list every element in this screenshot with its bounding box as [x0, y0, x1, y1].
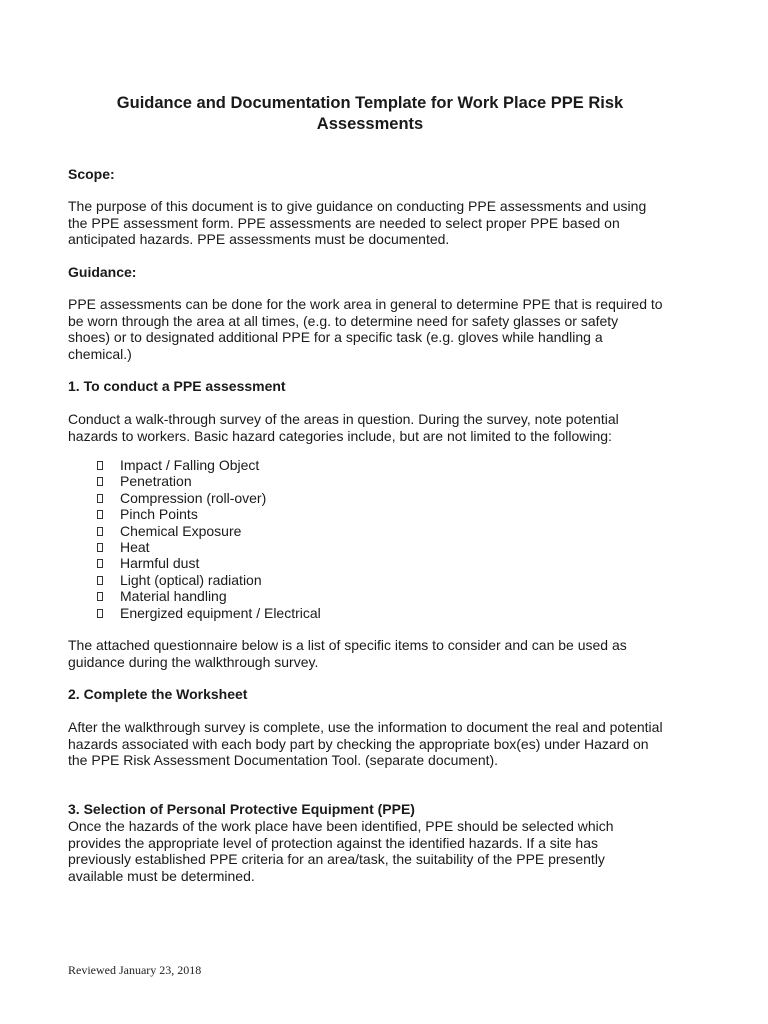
hazard-label: Compression (roll-over) [120, 489, 267, 506]
hazard-label: Pinch Points [120, 506, 198, 523]
hazard-label: Heat [120, 539, 150, 556]
hazard-label: Light (optical) radiation [120, 571, 262, 588]
section-2-line: hazards associated with each body part by checking the appropriate box(es) under Hazard on [68, 735, 649, 752]
bullet-box-icon [97, 461, 103, 470]
scope-heading: Scope: [68, 166, 115, 182]
list-item [96, 539, 321, 555]
hazard-label: Penetration [120, 473, 192, 490]
bullet-box-icon [97, 609, 103, 618]
guidance-line: shoes) or to designated additional PPE for a specific task (e.g. gloves while handling a [68, 329, 603, 345]
bullet-box-icon [97, 527, 103, 536]
section-3-paragraph [68, 818, 668, 884]
document-title-line-1: Guidance and Documentation Template for Work Place PPE Risk [116, 94, 624, 112]
scope-line: the PPE assessment form. PPE assessments are needed to select proper PPE based on [68, 214, 620, 231]
bullet-box-icon [97, 510, 103, 519]
guidance-line: chemical.) [68, 345, 132, 362]
list-item [96, 457, 321, 473]
hazard-label: Chemical Exposure [120, 522, 242, 539]
section-1-intro-line: Conduct a walk-through survey of the areas in question. During the survey, note potential [68, 411, 619, 427]
hazard-label: Energized equipment / Electrical [120, 604, 321, 621]
section-1-after [68, 637, 668, 670]
list-item [96, 555, 321, 571]
bullet-box-icon [97, 576, 103, 585]
scope-line: anticipated hazards. PPE assessments must be documented. [68, 231, 450, 247]
list-item [96, 523, 321, 539]
list-item [96, 490, 321, 506]
bullet-box-icon [97, 494, 103, 503]
guidance-line: PPE assessments can be done for the work area in general to determine PPE that is required to [68, 296, 663, 312]
document-title-line-2: Assessments [316, 115, 424, 133]
hazard-category-list [96, 457, 321, 621]
hazard-label: Material handling [120, 588, 227, 605]
list-item [96, 473, 321, 489]
list-item [96, 506, 321, 522]
list-item [96, 605, 321, 621]
list-item [96, 588, 321, 604]
section-3-line: available must be determined. [68, 867, 255, 884]
section-2-heading: 2. Complete the Worksheet [68, 686, 248, 702]
bullet-box-icon [97, 559, 103, 568]
hazard-label: Impact / Falling Object [120, 457, 260, 473]
section-2-line: After the walkthrough survey is complete, use the information to document the real and potential [68, 719, 663, 735]
section-1-after-line: The attached questionnaire below is a list of specific items to consider and can be used as [68, 637, 627, 653]
scope-paragraph [68, 198, 668, 248]
section-1-intro [68, 411, 668, 444]
section-3-line: previously established PPE criteria for an area/task, the suitability of the PPE presently [68, 851, 605, 867]
hazard-label: Harmful dust [120, 555, 200, 572]
section-2-line: the PPE Risk Assessment Documentation Tool. (separate document). [68, 752, 499, 768]
section-1-heading: 1. To conduct a PPE assessment [68, 378, 286, 394]
bullet-box-icon [97, 477, 103, 486]
section-3-heading: 3. Selection of Personal Protective Equipment (PPE) [68, 801, 415, 817]
guidance-line: be worn through the area at all times, (e.g. to determine need for safety glasses or safety [68, 312, 619, 329]
guidance-heading: Guidance: [68, 264, 137, 280]
section-1-after-line: guidance during the walkthrough survey. [68, 653, 319, 670]
guidance-paragraph [68, 296, 668, 362]
review-date-footer: Reviewed January 23, 2018 [68, 963, 202, 977]
scope-line: The purpose of this document is to give guidance on conducting PPE assessments and using [68, 198, 647, 214]
section-3-line: provides the appropriate level of protection against the identified hazards. If a site has [68, 834, 598, 851]
document-title [60, 93, 680, 135]
list-item [96, 572, 321, 588]
section-2-paragraph [68, 719, 668, 769]
section-1-intro-line: hazards to workers. Basic hazard categories include, but are not limited to the following: [68, 427, 612, 444]
section-3-line: Once the hazards of the work place have been identified, PPE should be selected which [68, 818, 614, 834]
bullet-box-icon [97, 592, 103, 601]
bullet-box-icon [97, 543, 103, 552]
